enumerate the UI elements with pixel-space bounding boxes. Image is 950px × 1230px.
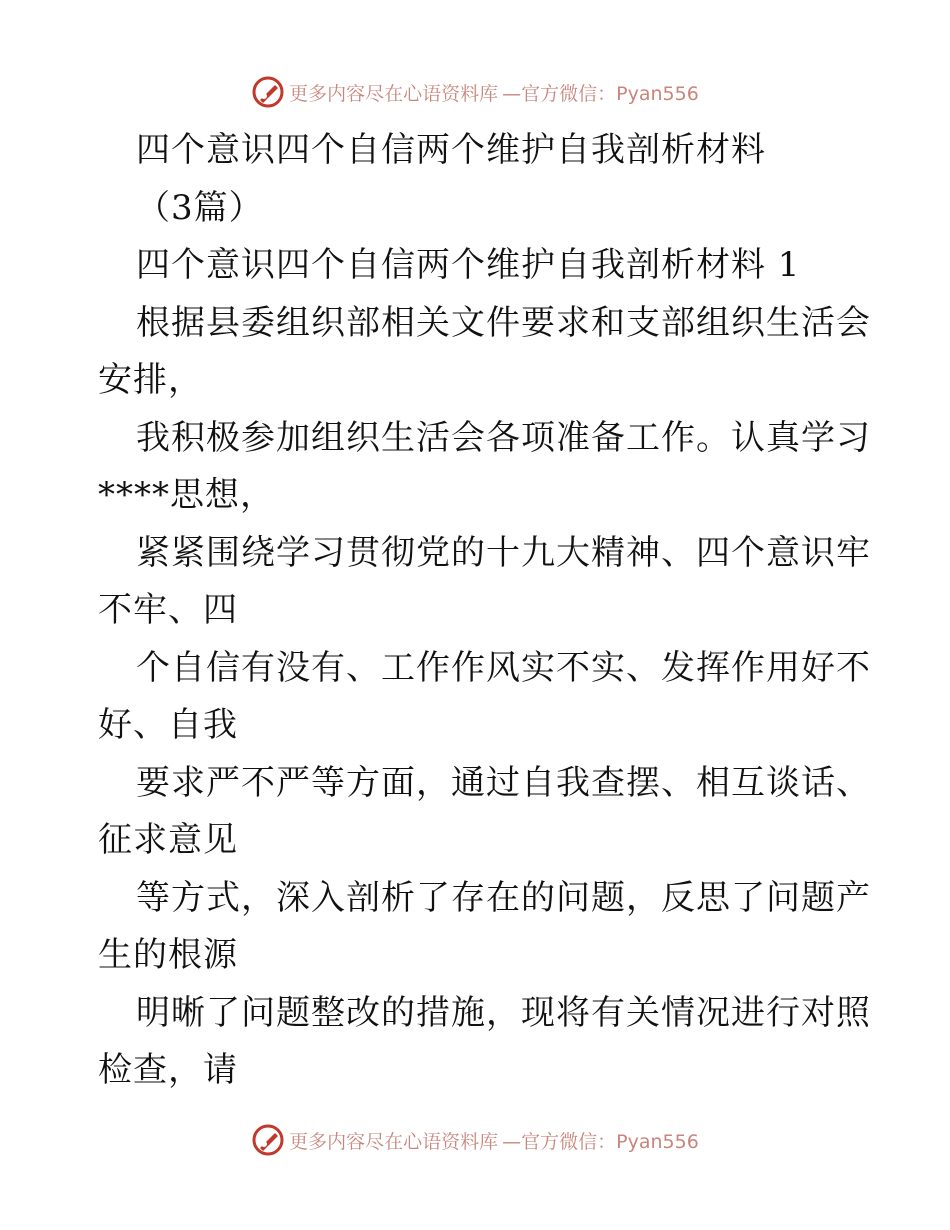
paragraph-line: 等方式，深入剖析了存在的问题，反思了问题产 bbox=[136, 877, 871, 918]
banner-main-text: 更多内容尽在心语资料库 bbox=[289, 82, 499, 105]
paragraph-line: 明晰了问题整改的措施，现将有关情况进行对照 bbox=[136, 992, 871, 1033]
document-title-line: 四个意识四个自信两个维护自我剖析材料 bbox=[136, 130, 766, 170]
document-body bbox=[98, 122, 871, 1100]
paragraph-line: 紧紧围绕学习贯彻党的十九大精神、四个意识牢 bbox=[136, 532, 871, 573]
pen-logo-icon bbox=[251, 1123, 285, 1157]
paragraph-line: 要求严不严等方面，通过自我查摆、相互谈话、 bbox=[136, 762, 871, 803]
section-heading: 四个意识四个自信两个维护自我剖析材料 1 bbox=[136, 245, 801, 285]
paragraph-line: ****思想， bbox=[98, 475, 275, 515]
paragraph-line: 检查，请 bbox=[98, 1050, 238, 1090]
footer-banner bbox=[0, 1120, 950, 1160]
paragraph-line: 我积极参加组织生活会各项准备工作。认真学习 bbox=[136, 417, 871, 458]
paragraph-line: 安排， bbox=[98, 360, 203, 400]
paragraph-line: 根据县委组织部相关文件要求和支部组织生活会 bbox=[136, 302, 871, 343]
paragraph-line: 好、自我 bbox=[98, 705, 238, 745]
paragraph-line: 生的根源 bbox=[98, 935, 238, 975]
paragraph-line: 个自信有没有、工作作风实不实、发挥作用好不 bbox=[136, 647, 871, 688]
banner-wechat-text: —官方微信：Pyan556 bbox=[502, 1130, 699, 1153]
document-title-line: （3篇） bbox=[136, 187, 264, 228]
paragraph-line: 不牢、四 bbox=[98, 590, 238, 630]
banner-main-text: 更多内容尽在心语资料库 bbox=[289, 1130, 499, 1153]
header-banner bbox=[0, 72, 950, 112]
paragraph-line: 征求意见 bbox=[98, 820, 238, 860]
pen-logo-icon bbox=[251, 75, 285, 109]
banner-wechat-text: —官方微信：Pyan556 bbox=[502, 82, 699, 105]
